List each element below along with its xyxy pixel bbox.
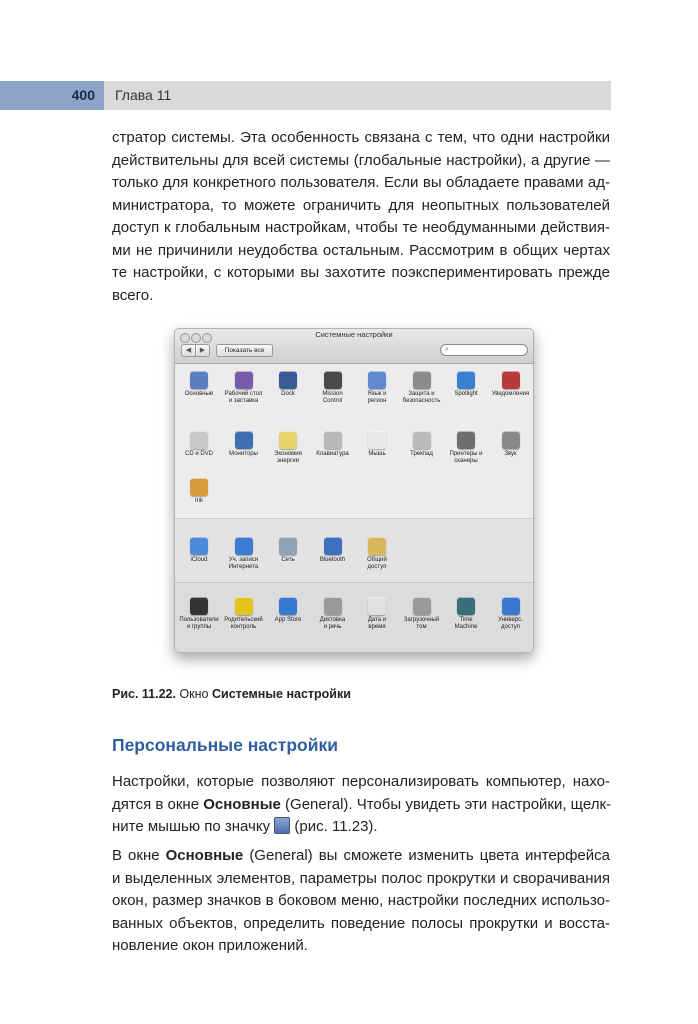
pane-label: Универс. (498, 617, 523, 623)
section-heading: Персональные настройки (112, 735, 338, 755)
pane-label: CD и DVD (184, 451, 214, 457)
mission-control-icon (324, 371, 342, 389)
pane-label: Time (459, 617, 473, 623)
text-run: ните мышью по значку (112, 818, 275, 835)
text-line (112, 794, 610, 817)
accessibility-icon (502, 597, 520, 615)
internet-accounts-icon (235, 537, 253, 555)
pane-users[interactable] (177, 597, 221, 631)
pane-cd-dvd[interactable] (177, 431, 221, 458)
text-run: (General). Чтобы увидеть эти настройки, щелк- (280, 795, 612, 813)
text-run: В окне (112, 847, 166, 864)
text-run: дятся в окне (112, 795, 204, 813)
pane-label: Рабочий стол (224, 391, 263, 397)
pane-bluetooth[interactable] (311, 537, 355, 564)
text-line: Настройки, которые позволяют персонализировать компьютер, нахо- (112, 773, 610, 790)
pane-internet-accounts[interactable] (222, 537, 266, 571)
pane-label: Защита и (408, 391, 435, 397)
pane-label: Пользователи (179, 617, 219, 623)
chapter-title: Глава 11 (115, 87, 172, 103)
text-line: действительны для всей системы (глобальные настройки), а другие — (112, 151, 610, 169)
pane-label: доступ (367, 564, 387, 570)
pane-network[interactable] (266, 537, 310, 564)
forward-button[interactable]: ▶ (195, 344, 210, 357)
paragraph-3 (112, 845, 610, 958)
text-line: министратора, то можете ограничить для неопытных пользователей (112, 196, 610, 214)
pane-label: Клавиатура (316, 451, 349, 457)
text-line: только для конкретного пользователя. Если вы обладаете правами ад- (112, 174, 610, 191)
text-line: новление окон приложений. (112, 937, 308, 954)
pane-label: Control (322, 398, 343, 404)
pane-label: Ink (194, 498, 203, 504)
date-time-icon (368, 597, 386, 615)
pane-label: Звук (504, 451, 517, 457)
back-button[interactable]: ◀ (181, 344, 196, 357)
monitors-icon (235, 431, 253, 449)
pane-printers[interactable] (444, 431, 488, 465)
text-line (112, 816, 610, 839)
pane-label: Загрузочный (403, 617, 440, 623)
pane-time-machine[interactable] (444, 597, 488, 631)
pane-label: Родительский (224, 617, 263, 623)
pane-label: контроль (230, 624, 257, 630)
pane-app-store[interactable] (266, 597, 310, 624)
time-machine-icon (457, 597, 475, 615)
language-icon (368, 371, 386, 389)
caption-text: Окно (175, 687, 212, 701)
system-preferences-window (174, 328, 534, 653)
trackpad-icon (413, 431, 431, 449)
dictation-icon (324, 597, 342, 615)
search-input[interactable] (440, 344, 528, 356)
pane-label: и группы (186, 624, 212, 630)
pane-label: Сеть (281, 557, 295, 563)
security-icon (413, 371, 431, 389)
sound-icon (502, 431, 520, 449)
pane-label: Bluetooth (319, 557, 346, 563)
pane-label: Dock (281, 391, 295, 397)
text-line: окон, размер значков в боковом меню, настройки последних использо- (112, 892, 610, 909)
sharing-icon (368, 537, 386, 555)
pane-trackpad[interactable] (400, 431, 444, 458)
pane-label: энергии (277, 458, 299, 464)
pane-language[interactable] (355, 371, 399, 405)
pane-energy[interactable] (266, 431, 310, 465)
pane-label: Трекпад (410, 451, 433, 457)
pane-label: Дата и (367, 617, 387, 623)
pane-label: Диктовка (319, 617, 346, 623)
pane-label: и речь (323, 624, 342, 630)
text-bold: Основные (165, 847, 244, 864)
pane-label: Язык и (367, 391, 387, 397)
text-line: ми не причинили неудобства остальным. Рассмотрим в общих чертах (112, 241, 610, 259)
pane-label: Уч. записи (228, 557, 259, 563)
pane-label: Интернета (228, 564, 259, 570)
window-titlebar (175, 329, 533, 364)
text-run: (General) вы сможете изменить цвета интерфейса (243, 847, 610, 864)
pane-label: Мышь (368, 451, 386, 457)
pane-label: доступ (501, 624, 520, 630)
pane-label: Spotlight (454, 391, 478, 397)
notifications-icon (502, 371, 520, 389)
pane-label: время (368, 624, 386, 630)
parental-controls-icon (235, 597, 253, 615)
users-icon (190, 597, 208, 615)
intro-paragraph (112, 127, 610, 307)
page-number: 400 (0, 81, 104, 110)
running-header (0, 81, 611, 110)
general-icon (274, 817, 290, 834)
search-icon: ⌕ (445, 346, 449, 353)
show-all-button[interactable]: Показать все (216, 344, 273, 357)
text-line: стратор системы. Эта особенность связана с тем, что одни настройки (112, 129, 610, 146)
pane-sound[interactable] (489, 431, 533, 458)
pane-mouse[interactable] (355, 431, 399, 458)
caption-number: Рис. 11.22. (112, 687, 176, 701)
pane-dictation[interactable] (311, 597, 355, 631)
pane-monitors[interactable] (222, 431, 266, 458)
spotlight-icon (457, 371, 475, 389)
pane-label: Основные (184, 391, 214, 397)
pane-label: Экономия (274, 451, 302, 457)
pane-label: безопасность (402, 398, 441, 404)
text-line: и выделенных элементов, параметры полос прокрутки и сворачивания (112, 869, 610, 887)
pane-label: и заставка (228, 398, 259, 404)
icloud-icon (190, 537, 208, 555)
pane-label: App Store (274, 617, 302, 623)
energy-icon (279, 431, 297, 449)
network-icon (279, 537, 297, 555)
pane-label: Общий (367, 557, 387, 563)
keyboard-icon (324, 431, 342, 449)
pane-ink[interactable] (177, 478, 221, 505)
pane-label: том (416, 624, 427, 630)
pane-dock[interactable] (266, 371, 310, 398)
paragraph-2 (112, 771, 610, 839)
general-icon (190, 371, 208, 389)
pane-startup-disk[interactable] (400, 597, 444, 631)
pane-desktop[interactable] (222, 371, 266, 405)
pane-label: Мониторы (229, 451, 258, 457)
text-line: те настройки, с которыми вы захотите поэкспериментировать прежде (112, 264, 610, 281)
cd-dvd-icon (190, 431, 208, 449)
dock-icon (279, 371, 297, 389)
pane-accessibility[interactable] (489, 597, 533, 631)
pane-mission-control[interactable] (311, 371, 355, 405)
text-line: всего. (112, 286, 154, 304)
pane-spotlight[interactable] (444, 371, 488, 398)
text-line: доступ к глобальным настройкам, чтобы те необдуманными действия- (112, 219, 610, 236)
pane-label: Принтеры и (449, 451, 483, 457)
pane-label: Уведомления (491, 391, 530, 397)
text-line: ванных объектов, определить поведение полосы прокрутки и восста- (112, 914, 610, 932)
text-bold: Основные (203, 795, 281, 813)
app-store-icon (279, 597, 297, 615)
pane-label: Machine (454, 624, 478, 630)
mouse-icon (368, 431, 386, 449)
pane-label: Mission (322, 391, 343, 397)
bluetooth-icon (324, 537, 342, 555)
caption-bold: Системные настройки (211, 687, 351, 701)
pane-label: сканеры (454, 458, 478, 464)
pane-general[interactable] (177, 371, 221, 398)
pane-notifications[interactable] (489, 371, 533, 398)
printers-icon (457, 431, 475, 449)
text-run: (рис. 11.23). (290, 818, 378, 835)
pane-label: iCloud (190, 557, 208, 563)
startup-disk-icon (413, 597, 431, 615)
pane-sharing[interactable] (355, 537, 399, 571)
pane-parental-controls[interactable] (222, 597, 266, 631)
pane-date-time[interactable] (355, 597, 399, 631)
text-line (112, 845, 610, 868)
pane-keyboard[interactable] (311, 431, 355, 458)
window-title: Системные настройки (315, 330, 393, 339)
pane-label: регион (367, 398, 387, 404)
ink-icon (190, 478, 208, 496)
pane-security[interactable] (400, 371, 444, 405)
figure-caption (112, 687, 351, 701)
pane-icloud[interactable] (177, 537, 221, 564)
desktop-icon (235, 371, 253, 389)
